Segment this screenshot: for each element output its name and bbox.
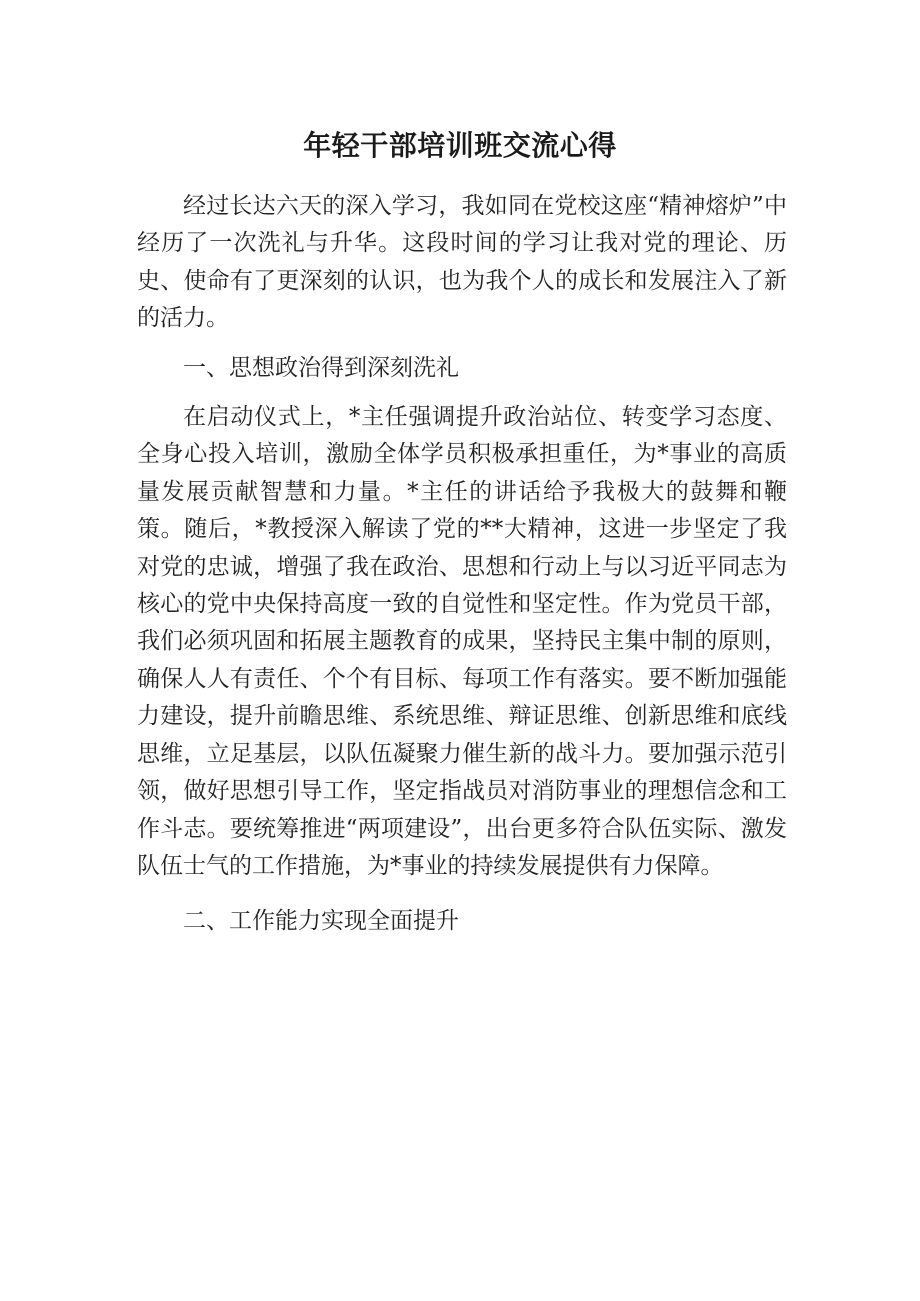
section-1-paragraph: 在启动仪式上，*主任强调提升政治站位、转变学习态度、全身心投入培训，激励全体学员积极承担重任，为*事业的高质量发展贡献智慧和力量。*主任的讲话给予我极大的鼓舞和鞭策。随后，*教授深入解读了党的**大精神，这进一步坚定了我对党的忠诚，增强了我在政治、思想和行动上与以习近平同志为核心的党中央保持高度一致的自觉性和坚定性。作为党员干部，我们必须巩固和拓展主题教育的成果，坚持民主集中制的原则，确保人人有责任、个个有目标、每项工作有落实。要不断加强能力建设，提升前瞻思维、系统思维、辩证思维、创新思维和底线思维，立足基层，以队伍凝聚力催生新的战斗力。要加强示范引领，做好思想引导工作，坚定指战员对消防事业的理想信念和工作斗志。要统筹推进“两项建设”，出台更多符合队伍实际、激发队伍士气的工作措施，为*事业的持续发展提供有力保障。 [137, 404, 787, 879]
document-body [137, 188, 787, 953]
intro-paragraph: 经过长达六天的深入学习，我如同在党校这座“精神熔炉”中经历了一次洗礼与升华。这段时间的学习让我对党的理论、历史、使命有了更深刻的认识，也为我个人的成长和发展注入了新的活力。 [137, 193, 787, 332]
document-title: 年轻干部培训班交流心得 [303, 129, 617, 162]
section-heading-2: 二、工作能力实现全面提升 [183, 908, 459, 935]
section-heading-1: 一、思想政治得到深刻洗礼 [183, 354, 459, 381]
